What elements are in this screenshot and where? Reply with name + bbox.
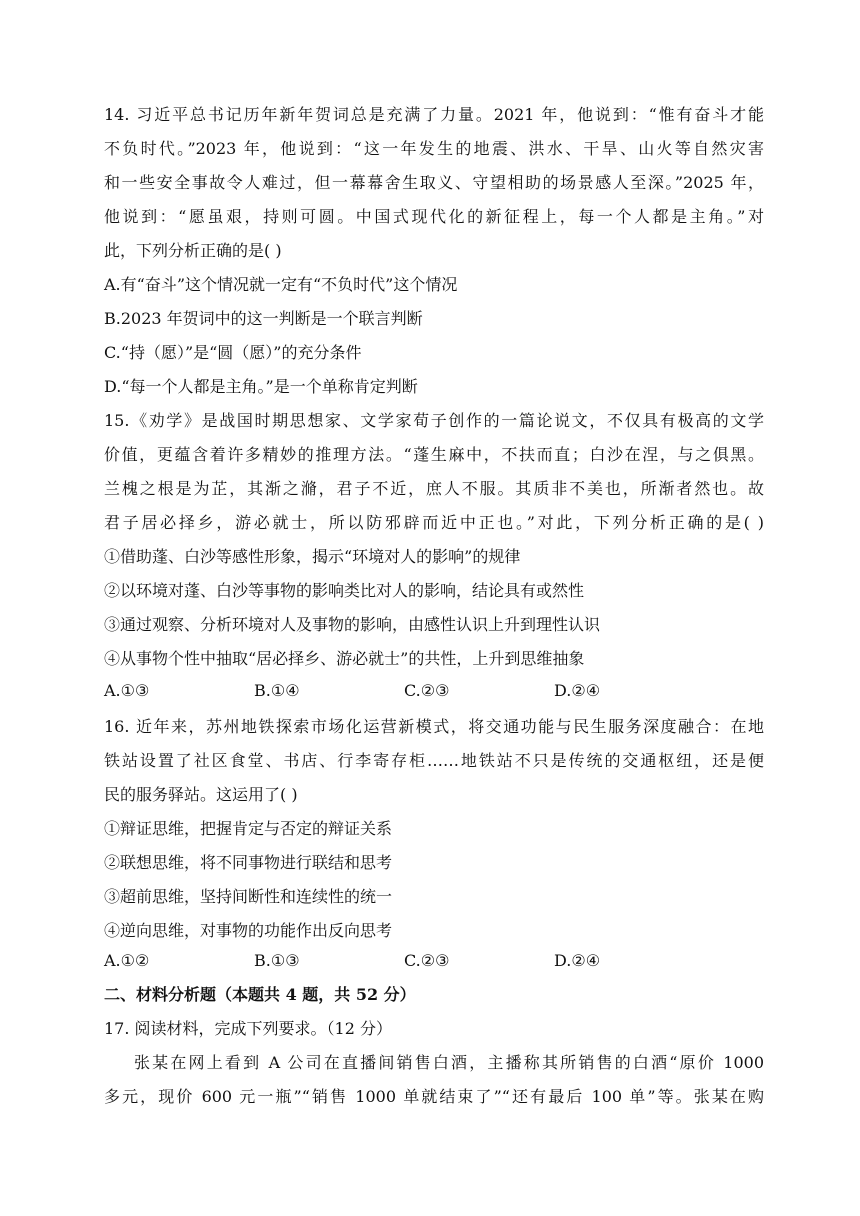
q16-choice-a: A.①②	[104, 951, 150, 970]
q15-choice-b: B.①④	[254, 681, 300, 700]
q15-statement-1: ①借助蓬、白沙等感性形象，揭示“环境对人的影响”的规律	[104, 547, 521, 566]
q15-stem-line-1: 15.《劝学》是战国时期思想家、文学家荀子创作的一篇论说文，不仅具有极高的文学	[104, 411, 764, 430]
q14-stem-line-4: 他说到：“愿虽艰，持则可圆。中国式现代化的新征程上，每一个人都是主角。”对	[104, 207, 764, 226]
q14-option-c: C.“持（愿）”是“圆（愿）”的充分条件	[104, 343, 362, 362]
q16-statement-1: ①辩证思维，把握肯定与否定的辩证关系	[104, 819, 393, 838]
q16-statement-3: ③超前思维，坚持间断性和连续性的统一	[104, 887, 393, 906]
q14-stem-line-2: 不负时代。”2023 年，他说到：“这一年发生的地震、洪水、干旱、山火等自然灾害	[104, 139, 764, 158]
q17-material-line-2: 多元，现价 600 元一瓶”“销售 1000 单就结束了”“还有最后 100 单”等。张某在购	[104, 1087, 764, 1106]
section-heading: 二、材料分析题（本题共 4 题，共 52 分）	[104, 985, 416, 1004]
q17-intro: 17. 阅读材料，完成下列要求。（12 分）	[104, 1019, 392, 1038]
q15-statement-4: ④从事物个性中抽取“居必择乡、游必就士”的共性，上升到思维抽象	[104, 649, 585, 668]
q16-statement-2: ②联想思维，将不同事物进行联结和思考	[104, 853, 393, 872]
q16-statement-4: ④逆向思维，对事物的功能作出反向思考	[104, 921, 393, 940]
q15-choices	[104, 681, 764, 701]
q16-choice-b: B.①③	[254, 951, 300, 970]
q15-statement-3: ③通过观察、分析环境对人及事物的影响，由感性认识上升到理性认识	[104, 615, 601, 634]
q16-choice-d: D.②④	[554, 951, 601, 970]
q15-stem-line-3: 兰槐之根是为芷，其渐之滫，君子不近，庶人不服。其质非不美也，所渐者然也。故	[104, 479, 764, 498]
q15-choice-c: C.②③	[404, 681, 450, 700]
q15-choice-d: D.②④	[554, 681, 601, 700]
q15-stem-line-2: 价值，更蕴含着许多精妙的推理方法。“蓬生麻中，不扶而直；白沙在涅，与之俱黑。	[104, 445, 764, 464]
q17-material-line-1: 张某在网上看到 A 公司在直播间销售白酒，主播称其所销售的白酒“原价 1000	[134, 1053, 764, 1072]
q14-option-b: B.2023 年贺词中的这一判断是一个联言判断	[104, 309, 423, 328]
q14-option-d: D.“每一个人都是主角。”是一个单称肯定判断	[104, 377, 418, 396]
q16-stem-line-1: 16. 近年来，苏州地铁探索市场化运营新模式，将交通功能与民生服务深度融合：在地	[104, 717, 764, 736]
q14-option-a: A.有“奋斗”这个情况就一定有“不负时代”这个情况	[104, 275, 458, 294]
q16-choices	[104, 951, 764, 971]
q14-stem-line-1: 14. 习近平总书记历年新年贺词总是充满了力量。2021 年，他说到：“惟有奋斗才能	[104, 105, 764, 124]
q15-statement-2: ②以环境对蓬、白沙等事物的影响类比对人的影响，结论具有或然性	[104, 581, 585, 600]
q16-stem-line-2: 铁站设置了社区食堂、书店、行李寄存柜……地铁站不只是传统的交通枢纽，还是便	[104, 751, 764, 770]
q16-choice-c: C.②③	[404, 951, 450, 970]
q14-stem-line-5: 此，下列分析正确的是( )	[104, 241, 282, 260]
q16-stem-line-3: 民的服务驿站。这运用了( )	[104, 785, 298, 804]
q14-stem-line-3: 和一些安全事故令人难过，但一幕幕舍生取义、守望相助的场景感人至深。”2025 年，	[104, 173, 764, 192]
q15-stem-line-4: 君子居必择乡，游必就士，所以防邪辟而近中正也。”对此，下列分析正确的是( )	[104, 513, 764, 532]
q15-choice-a: A.①③	[104, 681, 150, 700]
